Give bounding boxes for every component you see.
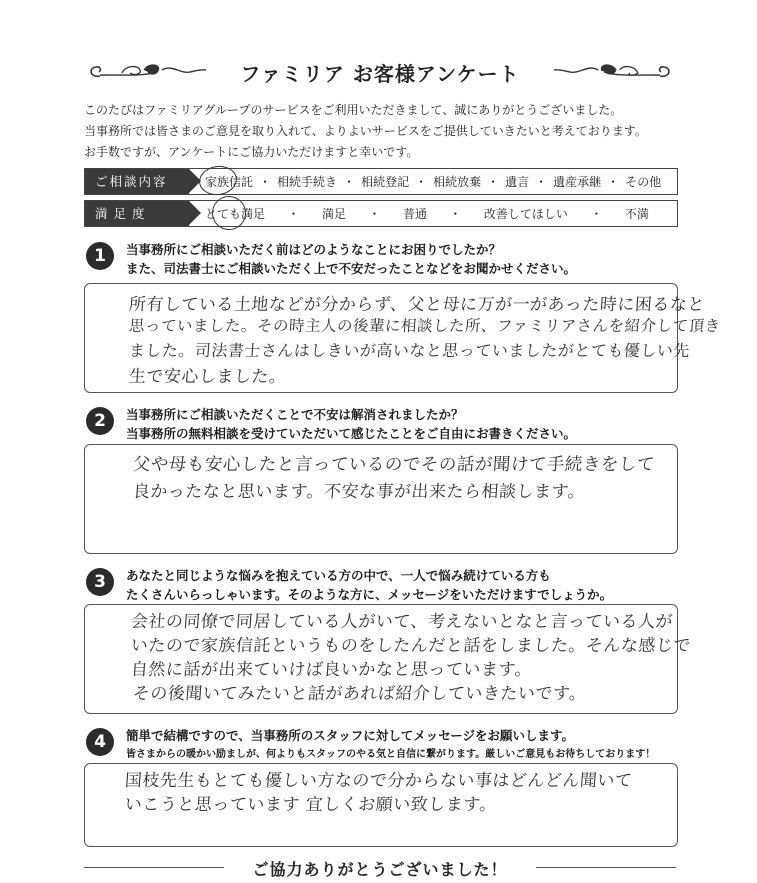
handwritten-answer-line: いたので家族信託というものをしたんだと話をしました。そんな感じで xyxy=(130,636,692,656)
handwritten-answer-line: その後聞いてみたいと話があれば紹介していきたいです。 xyxy=(132,684,588,704)
satisfaction-options xyxy=(205,201,669,226)
question-1 xyxy=(86,240,686,282)
option-inheritance-renunciation[interactable]: 相続放棄 xyxy=(433,175,482,189)
question-line: また、司法書士にご相談いただく上で不安だったことなどをお聞かせください。 xyxy=(126,261,577,276)
consultation-type-label: ご相談内容 xyxy=(85,169,189,194)
question-text xyxy=(126,726,655,764)
question-line: 当事務所にご相談いただく前はどのようなことにお困りでしたか？ xyxy=(126,242,502,257)
option-estate-succession[interactable]: 遺産承継 xyxy=(553,175,602,189)
separator: ・ xyxy=(590,207,603,221)
separator: ・ xyxy=(287,207,300,221)
separator: ・ xyxy=(487,175,500,189)
intro-line: このたびはファミリアグループのサービスをご利用いただきまして、誠にありがとうございました。 xyxy=(84,103,623,117)
handwritten-answer-line: 所有している土地などが分からず、父と母に万が一があった時に困るなと xyxy=(128,295,706,315)
handwritten-answer-line: 会社の同僚で同居している人がいて、考えないとなと言っている人が xyxy=(130,612,674,632)
handwritten-answer-line: ました。司法書士さんはしきいが高いなと思っていましたがとても優しい先 xyxy=(128,341,691,360)
question-number-badge: 4 xyxy=(86,728,114,756)
footer-rule-right xyxy=(536,867,676,868)
separator: ・ xyxy=(449,207,462,221)
separator: ・ xyxy=(535,175,548,189)
answer-box-1[interactable] xyxy=(84,283,722,393)
option-needs-improvement[interactable]: 改善してほしい xyxy=(483,207,568,221)
option-inheritance-registration[interactable]: 相続登記 xyxy=(361,175,410,189)
consultation-options xyxy=(205,169,669,194)
intro-line: 当事務所では皆さまのご意見を取り入れて、よりよいサービスをご提供していきたいと考えております。 xyxy=(84,124,647,138)
footer xyxy=(0,852,757,882)
satisfaction-row xyxy=(84,200,678,227)
option-family-trust[interactable]: 家族信託 xyxy=(205,175,254,189)
option-very-satisfied[interactable]: とても満足 xyxy=(205,207,266,221)
question-3 xyxy=(86,566,686,608)
intro-line: お手数ですが、アンケートにご協力いただけますと幸いです。 xyxy=(84,145,419,159)
question-4 xyxy=(86,726,686,768)
handwritten-answer-line: 国枝先生もとても優しい方なので分からない事はどんどん聞いて xyxy=(124,771,634,791)
page-title: ファミリア お客様アンケート xyxy=(240,62,520,86)
separator: ・ xyxy=(368,207,381,221)
question-text xyxy=(126,566,612,604)
handwritten-answer-line: 思っていました。その時主人の後輩に相談した所、ファミリアさんを紹介して頂き xyxy=(128,317,722,335)
option-will[interactable]: 遺言 xyxy=(505,175,530,189)
question-line: あなたと同じような悩みを抱えている方の中で、一人で悩み続けている方も xyxy=(126,568,551,583)
question-line: 皆さまからの暖かい励ましが、何よりもスタッフのやる気と自信に繋がります。厳しいご意見もお待ちしております！ xyxy=(126,749,656,760)
handwritten-answer-line: 自然に話が出来ていけば良いかなと思っています。 xyxy=(130,660,533,680)
answer-box-4[interactable] xyxy=(84,763,678,847)
question-line: 当事務所の無料相談を受けていただいて感じたことをご自由にお書きください。 xyxy=(126,426,577,441)
footer-thanks: ご協力ありがとうございました！ xyxy=(252,860,508,879)
question-line: 簡単で結構ですので、当事務所のスタッフに対してメッセージをお願いします。 xyxy=(126,728,575,743)
consultation-type-row xyxy=(84,168,678,195)
answer-box-3[interactable] xyxy=(84,604,692,714)
separator: ・ xyxy=(607,175,620,189)
option-satisfied[interactable]: 満足 xyxy=(321,207,346,221)
question-number-badge: 3 xyxy=(86,568,114,596)
answer-box-2[interactable] xyxy=(84,444,678,554)
intro-text xyxy=(84,100,704,163)
title-row xyxy=(0,52,757,92)
handwritten-answer-line: 父や母も安心したと言っているのでその話が聞けて手続きをして xyxy=(132,455,656,475)
left-flourish-icon xyxy=(86,60,210,84)
question-2 xyxy=(86,405,686,447)
handwritten-answer-line: いこうと思っています 宜しくお願い致します。 xyxy=(124,795,498,815)
question-line: 当事務所にご相談いただくことで不安は解消されましたか？ xyxy=(126,407,464,422)
question-line: たくさんいらっしゃいます。そのような方に、メッセージをいただけますでしょうか。 xyxy=(126,587,613,602)
separator: ・ xyxy=(259,175,272,189)
footer-rule-left xyxy=(84,867,224,868)
separator: ・ xyxy=(415,175,428,189)
option-inheritance-procedure[interactable]: 相続手続き xyxy=(277,175,338,189)
question-text xyxy=(126,405,576,443)
option-neutral[interactable]: 普通 xyxy=(402,207,427,221)
option-other[interactable]: その他 xyxy=(625,175,662,189)
question-number-badge: 2 xyxy=(86,407,114,435)
separator: ・ xyxy=(343,175,356,189)
satisfaction-label: 満足度 xyxy=(85,201,189,226)
handwritten-answer-line: 生で安心しました。 xyxy=(128,367,288,387)
right-flourish-icon xyxy=(550,60,674,84)
option-dissatisfied[interactable]: 不満 xyxy=(624,207,649,221)
handwritten-answer-line: 良かったなと思います。不安な事が出来たら相談します。 xyxy=(132,482,586,502)
question-number-badge: 1 xyxy=(86,242,114,270)
question-text xyxy=(126,240,576,278)
